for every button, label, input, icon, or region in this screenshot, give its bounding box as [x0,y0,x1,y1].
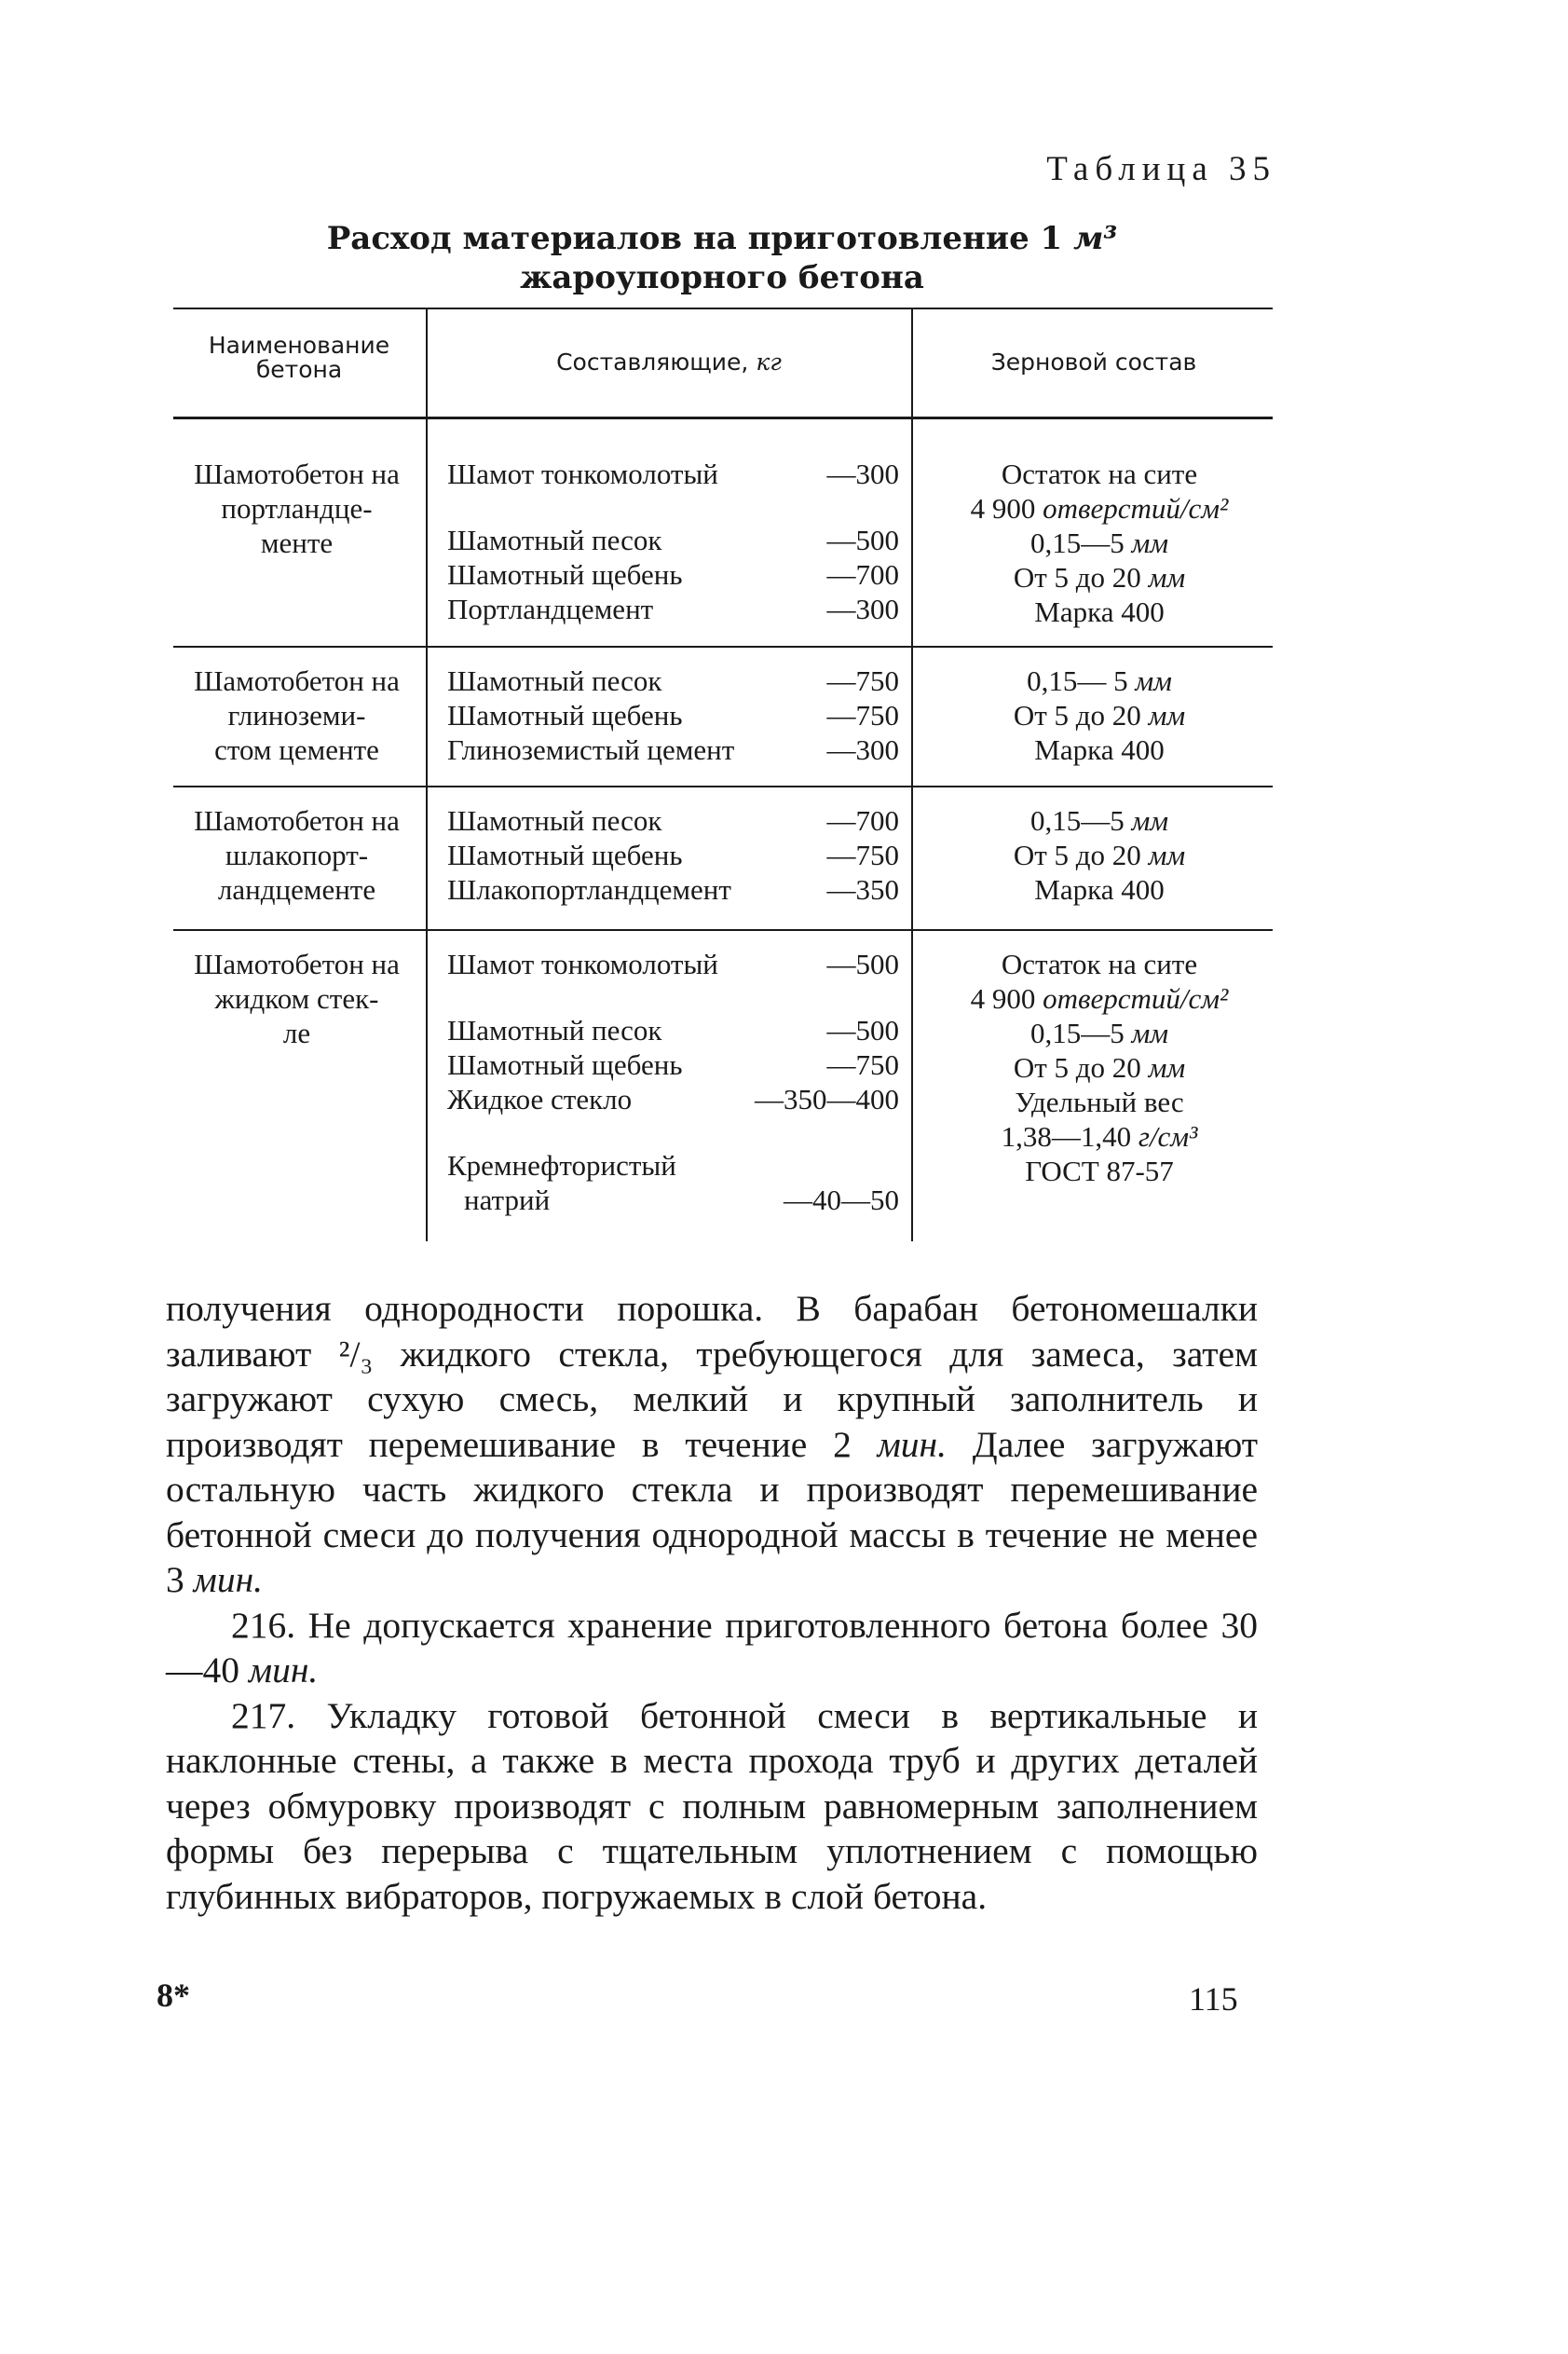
grain-text: От 5 до 20 [1013,699,1149,732]
row-4-components [447,947,899,1217]
component-line2 [447,1183,899,1217]
component-qty: —500 [826,524,899,556]
grain-unit: мм [1148,1051,1186,1084]
grain-text: От 5 до 20 [1013,839,1149,871]
grain-line [927,1016,1272,1050]
grain-line [927,803,1272,838]
paragraph-216: 216. Не допускается хранение приготовленного бетона более 30—40 мин. [166,1604,1258,1690]
component-label: Шамотный песок [447,804,662,837]
body-text [166,1286,1258,1919]
table-title-line2: жароупорного бетона [520,259,924,296]
grain-line [927,838,1272,872]
row-2-name [173,664,420,767]
name-line: стом цементе [214,733,379,766]
grain-line [927,947,1272,981]
name-line: ландцементе [217,873,376,906]
grain-text: Марка 400 [1034,873,1165,906]
name-line: ле [282,1017,311,1049]
table-title-line1: Расход материалов на приготовление 1 [326,220,1063,257]
row-1-grain [927,457,1272,629]
header-name [177,334,421,382]
component-qty: —750 [826,839,899,871]
component-qty: —350 [826,873,899,906]
grain-line [927,595,1272,629]
grain-text: 0,15—5 [1029,1017,1132,1049]
component-qty: —300 [826,593,899,625]
name-line: глиноземи- [227,699,366,732]
column-divider-2 [911,309,913,1241]
row-4-name [173,947,420,1050]
grain-unit: г/см³ [1138,1120,1198,1153]
component-row [447,947,899,981]
grain-text: 1,38—1,40 [1001,1120,1139,1153]
grain-unit: мм [1148,839,1186,871]
component-label: Кремнефтористый [447,1149,676,1182]
grain-unit: мм [1131,804,1169,837]
grain-unit: мм [1135,664,1172,697]
component-qty: —700 [826,804,899,837]
header-components: Составляющие, кг [556,349,782,376]
name-line: Шамотобетон на [194,458,400,490]
component-row [447,523,899,557]
grain-text: От 5 до 20 [1013,561,1149,594]
paragraph-217: 217. Укладку готовой бетонной смеси в вертикальные и наклонные стены, а также в места прохода труб и других деталей через обмуровку производят с полным равномерным заполнением формы без перерыва с тщательным уплотнением с помощью глубинных вибраторов, погружаемых в слой бетона. [166,1694,1258,1917]
grain-text: ГОСТ 87-57 [1025,1155,1174,1187]
row-1-name [173,457,420,560]
grain-line [927,1119,1272,1154]
component-qty: —40—50 [784,1184,899,1216]
component-label: Шамот тонкомолотый [447,948,718,980]
row-3-name [173,803,420,907]
row-3-components [447,803,899,907]
name-line: Шамотобетон на [194,804,400,837]
component-qty: —750 [826,1048,899,1081]
component-label: Шамотный песок [447,524,662,556]
component-qty: —300 [826,733,899,766]
spacer [447,981,899,1013]
grain-line [927,457,1272,491]
component-label: Шамотный песок [447,664,662,697]
component-row [447,1047,899,1082]
grain-line [927,1050,1272,1085]
grain-line [927,1154,1272,1188]
component-label: Шамотный песок [447,1014,662,1047]
grain-text: 4 900 [970,982,1043,1015]
grain-text: 0,15—5 [1029,804,1132,837]
component-qty: —750 [826,699,899,732]
component-label: Жидкое стекло [447,1083,633,1115]
grain-unit: мм [1131,1017,1169,1049]
header-name-line1: Наименование [208,332,390,359]
grain-line [927,698,1272,732]
grain-text: Удельный вес [1015,1086,1184,1118]
grain-line [927,491,1272,526]
grain-text: 4 900 [970,492,1043,525]
table-title [177,219,1267,297]
grain-line [927,526,1272,560]
grain-line [927,1085,1272,1119]
component-label: Портландцемент [447,593,654,625]
grain-text: 0,15— 5 [1027,664,1136,697]
component-label-cont: натрий [464,1184,551,1216]
grain-line [927,664,1272,698]
component-qty: —500 [826,1014,899,1047]
name-line: Шамотобетон на [194,664,400,697]
table-title-unit: м³ [1073,220,1118,257]
page-number: 115 [1189,1980,1238,2018]
component-label: Шамотный щебень [447,839,683,871]
grain-unit: мм [1148,699,1186,732]
name-line: Шамотобетон на [194,948,400,980]
component-qty: —750 [826,664,899,697]
table-header-rule [173,417,1273,419]
header-components-unit: кг [756,349,782,376]
grain-text: От 5 до 20 [1013,1051,1149,1084]
component-row [447,557,899,592]
component-label: Шлакопортландцемент [447,873,731,906]
grain-unit: отверстий/см² [1043,982,1229,1015]
signature-mark: 8* [157,1977,190,2014]
component-row [447,1082,899,1116]
grain-line [927,872,1272,907]
component-row [447,803,899,838]
name-line: жидком стек- [214,982,379,1015]
component-label: Глиноземистый цемент [447,733,735,766]
component-row [447,1013,899,1047]
grain-text: Остаток на сите [1001,948,1198,980]
paragraph-1: получения однородности порошка. В барабан бетономешалки заливают ²/₃ жидкого стекла, требующегося для замеса, затем загружают сухую смесь, мелкий и крупный заполнитель и производят перемешивание в течение 2 мин. Далее загружают остальную часть жидкого стекла и производят перемешивание бетонной смеси до получения однородной массы в течение не менее 3 мин. [166,1288,1259,1600]
row-separator-3 [173,929,1273,931]
row-separator-2 [173,786,1273,787]
component-row [447,1148,899,1217]
header-name-line2: бетона [255,356,343,383]
grain-line [927,560,1272,595]
row-1-components [447,457,899,626]
component-qty: —300 [826,458,899,490]
spacer [447,1116,899,1148]
component-row [447,732,899,767]
grain-unit: отверстий/см² [1043,492,1229,525]
grain-text: 0,15—5 [1029,527,1132,559]
component-label: Шамотный щебень [447,699,683,732]
table-top-rule [173,308,1273,309]
table-number-label: Таблица 35 [1046,150,1276,188]
row-4-grain [927,947,1272,1188]
component-qty: —700 [826,558,899,591]
grain-text: Остаток на сите [1001,458,1198,490]
component-label: Шамотный щебень [447,1048,683,1081]
column-divider-1 [426,309,428,1241]
grain-line [927,981,1272,1016]
component-qty: —350—400 [755,1083,899,1115]
component-row [447,698,899,732]
row-2-grain [927,664,1272,767]
component-qty: —500 [826,948,899,980]
header-grain: Зерновой состав [990,349,1197,376]
name-line: менте [260,527,334,559]
grain-line [927,732,1272,767]
component-row [447,457,899,491]
grain-unit: мм [1131,527,1169,559]
component-label: Шамотный щебень [447,558,683,591]
component-row [447,592,899,626]
component-row [447,664,899,698]
component-row [447,838,899,872]
row-3-grain [927,803,1272,907]
grain-text: Марка 400 [1034,595,1165,628]
name-line: портландце- [221,492,373,525]
name-line: шлакопорт- [225,839,369,871]
component-row [447,872,899,907]
row-separator-1 [173,646,1273,648]
spacer [447,491,899,523]
component-label: Шамот тонкомолотый [447,458,718,490]
row-2-components [447,664,899,767]
grain-unit: мм [1148,561,1186,594]
grain-text: Марка 400 [1034,733,1165,766]
